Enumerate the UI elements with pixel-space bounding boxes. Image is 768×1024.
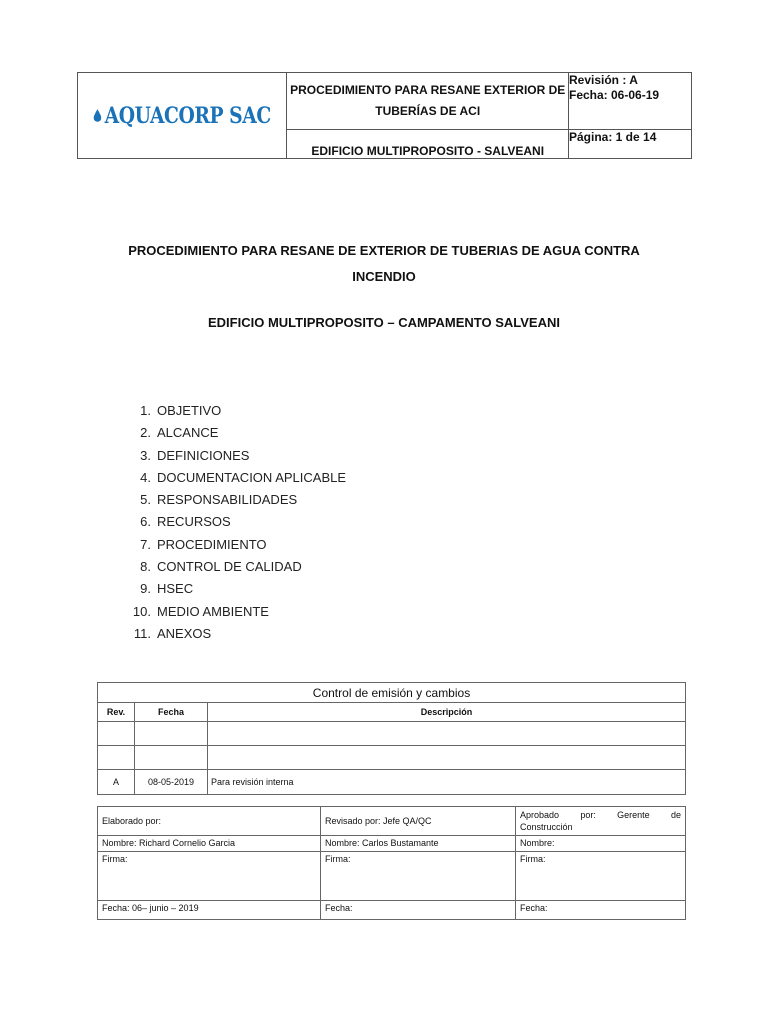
list-item-number: 11.: [133, 625, 151, 641]
revision-label: Revisión : A: [569, 73, 638, 87]
elaborado-firma: Firma:: [98, 852, 321, 901]
revisado-label: Revisado por: Jefe QA/QC: [321, 807, 516, 836]
logo-text: AQUACORP SAC: [104, 102, 271, 129]
revisado-firma: Firma:: [321, 852, 516, 901]
document-title-line1: PROCEDIMIENTO PARA RESANE DE EXTERIOR DE TUBERIAS DE AGUA CONTRA: [128, 243, 640, 258]
header-title-line2: TUBERÍAS DE ACI: [375, 104, 481, 118]
header-subtitle: EDIFICIO MULTIPROPOSITO - SALVEANI: [287, 130, 569, 159]
document-header: [77, 72, 692, 159]
list-item-label: OBJETIVO: [157, 403, 222, 418]
change-control-table: [97, 682, 686, 795]
header-title-line1: PROCEDIMIENTO PARA RESANE EXTERIOR DE: [290, 83, 566, 97]
revision-cell: [569, 73, 692, 130]
list-item-label: ANEXOS: [157, 625, 212, 641]
list-item: [116, 625, 346, 647]
list-item-number: 7.: [140, 536, 151, 552]
table-row: [98, 722, 686, 746]
list-item-number: 6.: [140, 514, 151, 530]
list-item-label: ALCANCE: [157, 425, 219, 441]
row-rev: A: [98, 770, 135, 795]
list-item-number: 1.: [140, 403, 151, 418]
row-descripcion: Para revisión interna: [208, 770, 686, 795]
table-row: [98, 746, 686, 770]
column-header-rev: Rev.: [98, 703, 135, 722]
document-subtitle: EDIFICIO MULTIPROPOSITO – CAMPAMENTO SALVEANI: [208, 315, 560, 330]
list-item: [116, 513, 346, 535]
revisado-fecha: Fecha:: [321, 901, 516, 920]
list-item-number: 2.: [140, 425, 151, 441]
header-title: [287, 73, 569, 130]
elaborado-nombre: Nombre: Richard Cornelio Garcia: [98, 836, 321, 852]
list-item-label: RESPONSABILIDADES: [157, 492, 298, 508]
list-item: [116, 603, 346, 625]
revisado-nombre: Nombre: Carlos Bustamante: [321, 836, 516, 852]
list-item: [116, 536, 346, 558]
list-item: [116, 469, 346, 491]
row-fecha: 08-05-2019: [135, 770, 208, 795]
logo-cell: [78, 73, 287, 159]
list-item-label: CONTROL DE CALIDAD: [157, 559, 302, 575]
list-item-label: DOCUMENTACION APLICABLE: [157, 469, 347, 485]
elaborado-label: Elaborado por:: [98, 807, 321, 836]
list-item: [116, 558, 346, 580]
aprobado-label: Aprobado por: Gerente de Construcción: [516, 807, 686, 836]
approval-table: [97, 806, 686, 920]
header-date: Fecha: 06-06-19: [569, 88, 660, 102]
list-item: [116, 491, 346, 513]
document-title: [98, 238, 670, 290]
elaborado-fecha: Fecha: 06– junio – 2019: [98, 901, 321, 920]
list-item-number: 9.: [140, 581, 151, 597]
table-of-contents: [116, 402, 346, 647]
list-item-number: 3.: [140, 447, 151, 463]
list-item: [116, 402, 346, 424]
page-number: Página: 1 de 14: [569, 130, 692, 159]
table-row: [98, 770, 686, 795]
water-drop-icon: [94, 109, 102, 122]
list-item-number: 5.: [140, 492, 151, 508]
company-logo: [94, 103, 271, 129]
aprobado-nombre: Nombre:: [516, 836, 686, 852]
list-item: [116, 447, 346, 469]
list-item-label: MEDIO AMBIENTE: [157, 603, 269, 619]
list-item: [116, 580, 346, 602]
list-item-label: RECURSOS: [157, 514, 231, 530]
document-title-line2: INCENDIO: [352, 269, 416, 284]
list-item-label: DEFINICIONES: [157, 447, 250, 463]
list-item-label: HSEC: [157, 581, 194, 597]
list-item-number: 10.: [132, 603, 151, 619]
list-item-number: 4.: [140, 469, 151, 485]
aprobado-fecha: Fecha:: [516, 901, 686, 920]
list-item-label: PROCEDIMIENTO: [157, 536, 267, 552]
list-item-number: 8.: [140, 559, 151, 575]
column-header-descripcion: Descripción: [208, 703, 686, 722]
list-item: [116, 424, 346, 446]
column-header-fecha: Fecha: [135, 703, 208, 722]
change-control-caption: Control de emisión y cambios: [98, 683, 686, 703]
aprobado-firma: Firma:: [516, 852, 686, 901]
